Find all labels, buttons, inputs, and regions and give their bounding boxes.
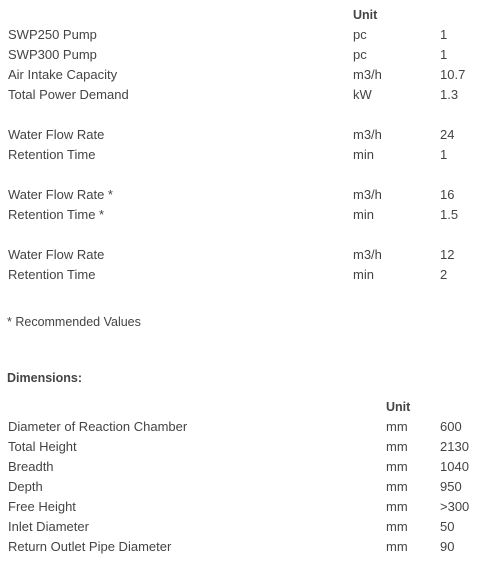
dimension-row-unit: mm <box>386 419 408 434</box>
spec-row-label: Water Flow Rate <box>8 247 105 262</box>
spec-row-label: Air Intake Capacity <box>8 67 118 82</box>
dimension-row-label: Diameter of Reaction Chamber <box>8 419 188 434</box>
spec-row-label: Total Power Demand <box>8 87 129 102</box>
spec-row-unit: m3/h <box>353 247 382 262</box>
dimension-row-unit: mm <box>386 459 408 474</box>
dimension-row-value: 600 <box>440 419 462 434</box>
dimension-row-value: 2130 <box>440 439 469 454</box>
dimension-row-unit: mm <box>386 479 408 494</box>
spec-row-unit: m3/h <box>353 67 382 82</box>
spec-unit-header: Unit <box>353 8 378 22</box>
spec-row-label: Retention Time <box>8 147 96 162</box>
spec-row-label: Water Flow Rate * <box>8 187 113 202</box>
spec-row-value: 1 <box>440 47 448 62</box>
spec-row-unit: min <box>353 147 374 162</box>
dimension-row-label: Total Height <box>8 439 77 454</box>
spec-row-label: Water Flow Rate <box>8 127 105 142</box>
dimension-row-unit: mm <box>386 539 408 554</box>
spec-row-unit: pc <box>353 27 367 42</box>
spec-row-label: Retention Time * <box>8 207 105 222</box>
spec-row-value: 1.5 <box>440 207 459 222</box>
dimension-row-unit: mm <box>386 439 408 454</box>
spec-row-unit: min <box>353 267 374 282</box>
dimension-row-unit: mm <box>386 499 408 514</box>
dimension-row-label: Free Height <box>8 499 76 514</box>
dimension-row-label: Inlet Diameter <box>8 519 89 534</box>
spec-row-value: 16 <box>440 187 455 202</box>
spec-row-value: 2 <box>440 267 448 282</box>
dimension-row-value: 1040 <box>440 459 469 474</box>
dimension-row-unit: mm <box>386 519 408 534</box>
spec-row-value: 1 <box>440 27 448 42</box>
spec-row-value: 24 <box>440 127 455 142</box>
spec-row-unit: m3/h <box>353 127 382 142</box>
dimension-row-label: Return Outlet Pipe Diameter <box>8 539 172 554</box>
spec-row-unit: m3/h <box>353 187 382 202</box>
dimension-row-value: 90 <box>440 539 455 554</box>
spec-row-label: Retention Time <box>8 267 96 282</box>
spec-row-value: 1.3 <box>440 87 459 102</box>
spec-row-unit: min <box>353 207 374 222</box>
dimension-row-label: Depth <box>8 479 43 494</box>
spec-row-unit: pc <box>353 47 367 62</box>
dimensions-title: Dimensions: <box>7 371 83 385</box>
spec-row-unit: kW <box>353 87 372 102</box>
spec-row-label: SWP250 Pump <box>8 27 97 42</box>
spec-row-label: SWP300 Pump <box>8 47 97 62</box>
spec-row-value: 12 <box>440 247 455 262</box>
spec-row-value: 10.7 <box>440 67 466 82</box>
dimensions-unit-header: Unit <box>386 400 411 414</box>
dimension-row-value: 950 <box>440 479 462 494</box>
dimension-row-label: Breadth <box>8 459 54 474</box>
spec-row-value: 1 <box>440 147 448 162</box>
footnote: * Recommended Values <box>7 315 141 329</box>
dimension-row-value: >300 <box>440 499 470 514</box>
dimension-row-value: 50 <box>440 519 455 534</box>
